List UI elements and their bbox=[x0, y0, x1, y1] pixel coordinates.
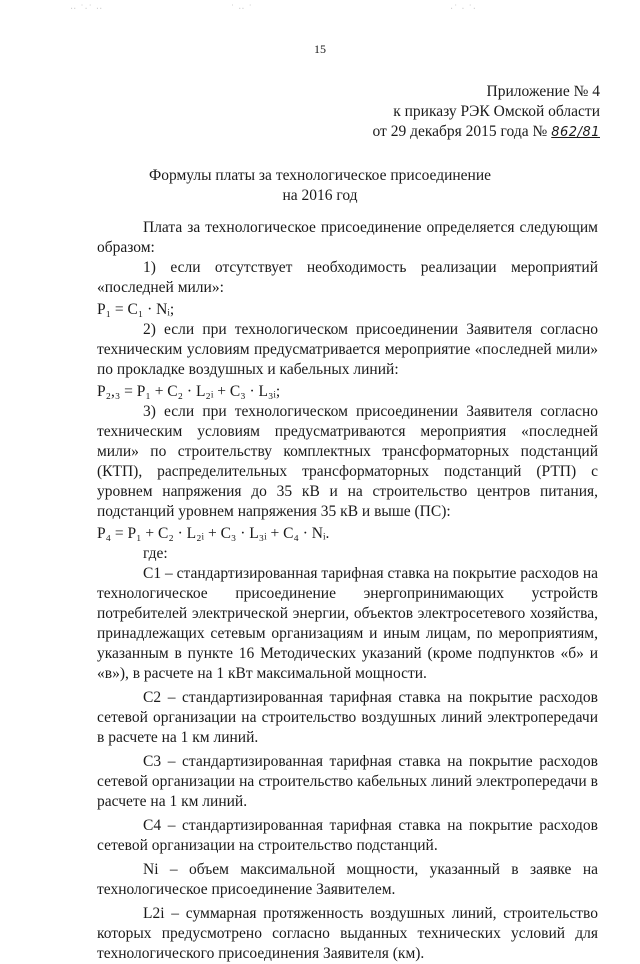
paragraph-case-2: 2) если при технологическом присоединении Заявителя согласно техническим условиям предусматривается мероприятие «последней мили» по прокладке воздушных и кабельных линий: bbox=[97, 321, 598, 378]
paragraph-case-1: 1) если отсутствует необходимость реализации мероприятий «последней мили»: bbox=[97, 259, 598, 296]
formula-p23: P₂,₃ = P₁ + C₂ · L₂ᵢ + C₃ · L₃ᵢ; bbox=[97, 383, 281, 400]
annex-header bbox=[373, 82, 600, 143]
order-number-handwritten: 862/81 bbox=[551, 125, 600, 140]
definition-c4: C4 – стандартизированная тарифная ставка на покрытие расходов сетевой организации на строительство подстанций. bbox=[97, 817, 598, 854]
definition-c1: C1 – стандартизированная тарифная ставка на покрытие расходов на технологическое присоединение энергопринимающих устройств потребителей электрической энергии, объектов электросетевого хозяйства, принадлежащих сетевым организациям и иным лицам, по мероприятиям, указанным в пункте 16 Методических указаний (кроме подпунктов «б» и «в»), в расчете на 1 кВт максимальной мощности. bbox=[97, 565, 598, 682]
paragraph-where: где: bbox=[143, 545, 168, 562]
definition-c3: C3 – стандартизированная тарифная ставка на покрытие расходов сетевой организации на строительство кабельных линий электропередачи в расчете на 1 км линий. bbox=[97, 753, 598, 810]
document-title bbox=[0, 166, 640, 206]
scan-artifact: ·˙ · ˙· bbox=[450, 4, 476, 15]
formula-p4: P₄ = P₁ + C₂ · L₂ᵢ + C₃ · L₃ᵢ + C₄ · Nᵢ. bbox=[97, 525, 330, 542]
title-line: на 2016 год bbox=[282, 187, 358, 204]
definition-l2i: L2i – суммарная протяженность воздушных линий, строительство которых предусмотрено согласно выданных технических условий для технологического присоединения Заявителя (км). bbox=[97, 905, 598, 962]
scan-artifact: ˙ ·· ˙ bbox=[230, 4, 253, 15]
definition-c2: C2 – стандартизированная тарифная ставка на покрытие расходов сетевой организации на строительство воздушных линий электропередачи в расчете на 1 км линий. bbox=[97, 689, 598, 746]
paragraph-intro: Плата за технологическое присоединение определяется следующим образом: bbox=[97, 219, 598, 256]
annex-line bbox=[373, 122, 600, 143]
title-line: Формулы платы за технологическое присоединение bbox=[148, 167, 492, 184]
formula-p1: P₁ = C₁ · Nᵢ; bbox=[97, 301, 175, 318]
document-body bbox=[97, 218, 598, 964]
scan-artifact: ·· ˙·˙ ·· bbox=[70, 4, 103, 15]
paragraph-case-3: 3) если при технологическом присоединении Заявителя согласно техническим условиям предусматриваются мероприятия «последней мили» по строительству комплектных трансформаторных подстанций (КТП), распределительных трансформаторных подстанций (РТП) с уровнем напряжения до 35 кВ и на строительство центров питания, подстанций уровнем напряжения 35 кВ и выше (ПС): bbox=[97, 403, 598, 520]
page-number: 15 bbox=[314, 42, 326, 56]
annex-line: к приказу РЭК Омской области bbox=[393, 103, 600, 120]
annex-line: Приложение № 4 bbox=[486, 83, 600, 100]
definition-ni: Ni – объем максимальной мощности, указанный в заявке на технологическое присоединение Заявителем. bbox=[97, 861, 598, 898]
annex-date: от 29 декабря 2015 года № bbox=[372, 123, 548, 140]
